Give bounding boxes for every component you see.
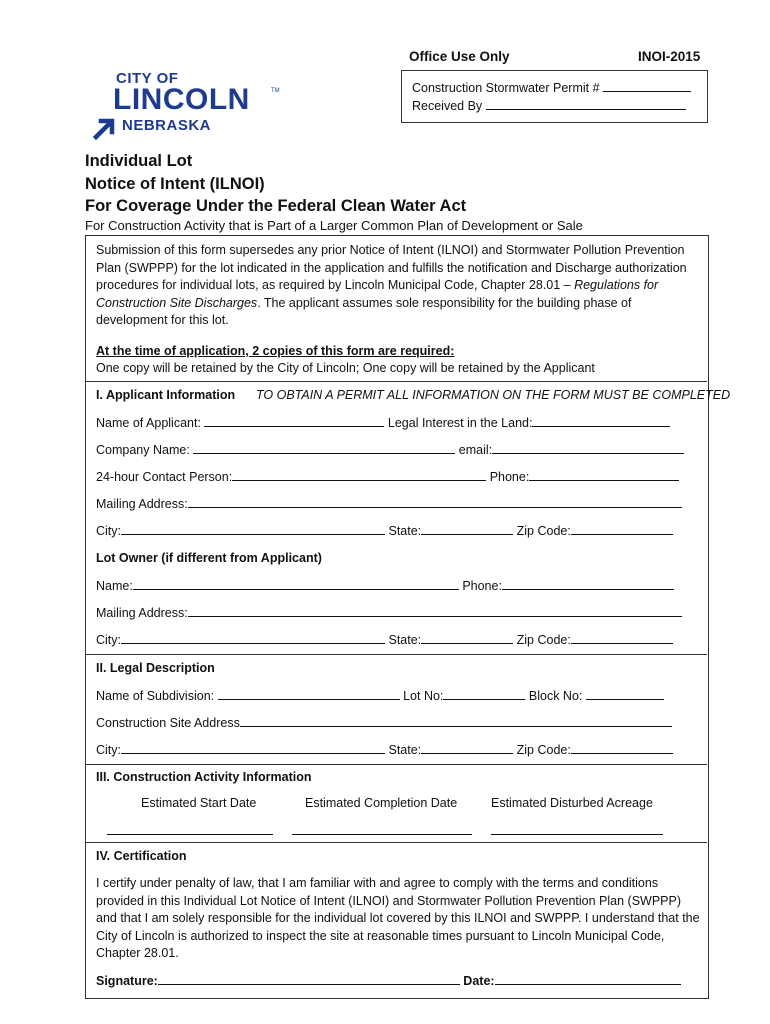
divider — [85, 842, 707, 843]
owner-mailing-label: Mailing Address: — [96, 606, 188, 620]
company-name-field[interactable] — [193, 441, 455, 454]
signature-field[interactable] — [158, 972, 460, 985]
signature-label: Signature: — [96, 974, 158, 988]
block-label: Block No: — [528, 689, 583, 703]
contact-person-field[interactable] — [232, 468, 486, 481]
applicant-name-field[interactable] — [204, 414, 384, 427]
lot-owner-heading: Lot Owner (if different from Applicant) — [96, 551, 322, 565]
site-state-field[interactable] — [421, 741, 513, 754]
city-field[interactable] — [121, 522, 385, 535]
owner-name-label: Name: — [96, 579, 133, 593]
city-label: City: — [96, 524, 121, 538]
mailing-address-field[interactable] — [188, 495, 682, 508]
owner-state-field[interactable] — [421, 631, 513, 644]
office-use-box — [401, 70, 708, 123]
owner-mailing-field[interactable] — [188, 604, 682, 617]
owner-city-field[interactable] — [121, 631, 385, 644]
site-zip-label: Zip Code: — [516, 743, 571, 757]
contact-person-label: 24-hour Contact Person: — [96, 470, 233, 484]
lot-field[interactable] — [443, 687, 525, 700]
owner-city-label: City: — [96, 633, 121, 647]
state-field[interactable] — [421, 522, 513, 535]
owner-phone-label: Phone: — [462, 579, 502, 593]
permit-number-field[interactable] — [603, 79, 691, 92]
section-3-heading: III. Construction Activity Information — [96, 770, 312, 784]
zip-field[interactable] — [571, 522, 673, 535]
zip-label: Zip Code: — [516, 524, 571, 538]
applicant-name-label: Name of Applicant: — [96, 416, 201, 430]
logo-lincoln: LINCOLN — [113, 83, 250, 116]
email-label: email: — [458, 443, 493, 457]
acreage-field[interactable] — [491, 834, 663, 835]
site-address-field[interactable] — [240, 714, 672, 727]
site-zip-field[interactable] — [571, 741, 673, 754]
email-field[interactable] — [492, 441, 684, 454]
section-4-heading: IV. Certification — [96, 849, 187, 863]
intro-italic: Regulations for Construction Site Discharges — [96, 278, 659, 310]
office-use-label: Office Use Only — [409, 49, 510, 64]
completion-date-field[interactable] — [292, 834, 472, 835]
title-line-3: For Coverage Under the Federal Clean Water Act — [85, 197, 467, 215]
intro-text: Submission of this form supersedes any prior Notice of Intent (ILNOI) and Stormwater Pollution Prevention Plan (SWPPP) for the lot indicated in the application and fulfills the notification and Discharge authorization procedures for individual lots, as required by Lincoln Municipal Code, Chapter 28.01 – — [96, 243, 687, 292]
state-label: State: — [388, 524, 422, 538]
section-1-notice: TO OBTAIN A PERMIT ALL INFORMATION ON THE FORM MUST BE COMPLETED — [256, 388, 731, 402]
acreage-label: Estimated Disturbed Acreage — [491, 796, 653, 810]
city-logo — [88, 70, 288, 140]
legal-interest-label: Legal Interest in the Land: — [387, 416, 533, 430]
logo-city-of: CITY OF — [116, 70, 179, 87]
title-line-1: Individual Lot — [85, 152, 193, 170]
subdivision-field[interactable] — [218, 687, 400, 700]
phone-field[interactable] — [529, 468, 679, 481]
logo-nebraska: NEBRASKA — [122, 117, 212, 134]
divider — [85, 654, 707, 655]
owner-zip-field[interactable] — [571, 631, 673, 644]
subdivision-label: Name of Subdivision: — [96, 689, 215, 703]
block-field[interactable] — [586, 687, 664, 700]
form-code: INOI-2015 — [638, 49, 701, 64]
section-2-heading: II. Legal Description — [96, 661, 215, 675]
received-by-label: Received By — [412, 99, 483, 113]
site-city-field[interactable] — [121, 741, 385, 754]
owner-state-label: State: — [388, 633, 422, 647]
start-date-label: Estimated Start Date — [141, 796, 257, 810]
site-address-label: Construction Site Address — [96, 716, 240, 730]
lot-label: Lot No: — [403, 689, 444, 703]
date-label: Date: — [463, 974, 495, 988]
owner-zip-label: Zip Code: — [516, 633, 571, 647]
divider — [85, 381, 707, 382]
section-1-heading: I. Applicant Information — [96, 388, 236, 402]
phone-label: Phone: — [489, 470, 530, 484]
logo-arrow-icon — [92, 114, 118, 140]
copies-text: One copy will be retained by the City of Lincoln; One copy will be retained by the Applicant — [96, 361, 595, 375]
divider — [85, 764, 707, 765]
owner-phone-field[interactable] — [502, 577, 674, 590]
date-field[interactable] — [495, 972, 681, 985]
mailing-address-label: Mailing Address: — [96, 497, 188, 511]
legal-interest-field[interactable] — [532, 414, 670, 427]
intro-paragraph — [96, 242, 700, 330]
title-line-2: Notice of Intent (ILNOI) — [85, 175, 265, 193]
completion-date-label: Estimated Completion Date — [305, 796, 458, 810]
company-name-label: Company Name: — [96, 443, 190, 457]
intro-end: . The applicant assumes sole responsibility for the building phase of development for this lot. — [96, 295, 632, 327]
certification-text: I certify under penalty of law, that I am familiar with and agree to comply with the terms and conditions provided in this Individual Lot Notice of Intent (ILNOI) and Stormwater Pollution Prevention Plan (SWPPP) and that I am solely responsible for the individual lot covered by this ILNOI and SWPPP. I understand that the City of Lincoln is authorized to inspect the site at reasonable times pursuant to Lincoln Municipal Code, Chapter 28.01. — [96, 876, 700, 960]
permit-number-label: Construction Stormwater Permit # — [412, 81, 600, 95]
site-city-label: City: — [96, 743, 121, 757]
logo-tm: TM — [271, 88, 280, 94]
copies-heading: At the time of application, 2 copies of this form are required: — [96, 344, 455, 358]
owner-name-field[interactable] — [133, 577, 459, 590]
received-by-field[interactable] — [486, 97, 686, 110]
subtitle: For Construction Activity that is Part of a Larger Common Plan of Development or Sale — [85, 218, 583, 233]
start-date-field[interactable] — [107, 834, 273, 835]
site-state-label: State: — [388, 743, 422, 757]
